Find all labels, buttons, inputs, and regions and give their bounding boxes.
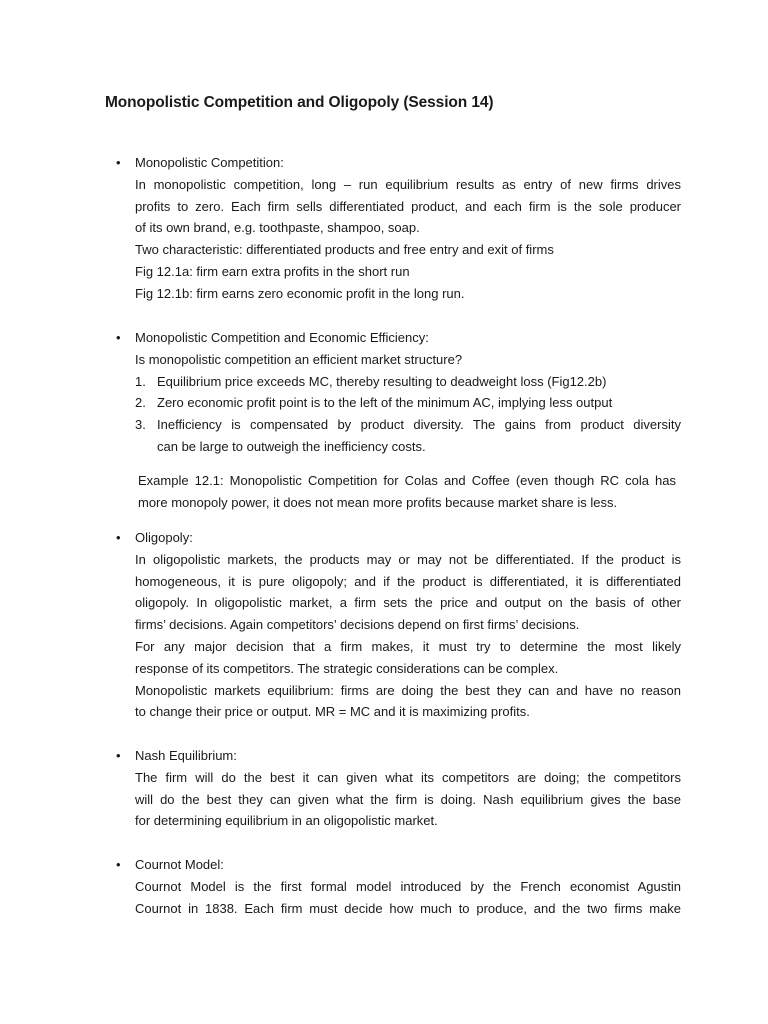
section-heading: Cournot Model: [135, 857, 224, 872]
paragraph-line: Monopolistic markets equilibrium: firms are doing the best they can and have no reason [135, 682, 681, 698]
item-number: 3. [135, 417, 146, 433]
item-text: can be large to outweigh the inefficiency costs. [157, 438, 426, 454]
bullet-icon: • [116, 330, 121, 345]
paragraph-line: Fig 12.1b: firm earns zero economic profit in the long run. [135, 285, 465, 301]
bullet-icon: • [116, 748, 121, 763]
paragraph-line: will do the best they can given what the firm is doing. Nash equilibrium gives the base [135, 791, 681, 807]
section-heading: Oligopoly: [135, 530, 193, 545]
section-heading: Monopolistic Competition and Economic Efficiency: [135, 330, 429, 345]
section-content [135, 527, 681, 723]
paragraph-line: Is monopolistic competition an efficient market structure? [135, 351, 463, 367]
paragraph-line: profits to zero. Each firm sells differentiated product, and each firm is the sole producer [135, 198, 681, 214]
paragraph-line: Cournot in 1838. Each firm must decide how much to produce, and the two firms make [135, 900, 681, 916]
paragraph-line: for determining equilibrium in an oligopolistic market. [135, 813, 438, 829]
section-monopolistic-competition [116, 152, 681, 305]
section-content [135, 854, 681, 919]
section-content [135, 152, 681, 305]
item-text: Zero economic profit point is to the left of the minimum AC, implying less output [157, 395, 613, 411]
paragraph-line: Cournot Model is the first formal model introduced by the French economist Agustin [135, 878, 681, 894]
section-nash-equilibrium [116, 745, 681, 832]
item-number: 1. [135, 373, 146, 389]
paragraph-line: more monopoly power, it does not mean more profits because market share is less. [138, 494, 618, 510]
bullet-icon: • [116, 155, 121, 170]
numbered-item [135, 414, 681, 458]
paragraph-line: firms’ decisions. Again competitors’ decisions depend on first firms’ decisions. [135, 617, 580, 633]
paragraph-line: Two characteristic: differentiated products and free entry and exit of firms [135, 242, 554, 258]
bullet-icon: • [116, 530, 121, 545]
paragraph-line: Fig 12.1a: firm earn extra profits in the short run [135, 263, 410, 279]
section-economic-efficiency [116, 327, 681, 458]
item-text: Equilibrium price exceeds MC, thereby resulting to deadweight loss (Fig12.2b) [157, 373, 607, 389]
paragraph-line: In monopolistic competition, long – run equilibrium results as entry of new firms drives [135, 176, 681, 192]
section-cournot-model [116, 854, 681, 919]
page-title: Monopolistic Competition and Oligopoly (Session 14) [105, 94, 494, 111]
section-heading: Nash Equilibrium: [135, 748, 237, 763]
paragraph-line: In oligopolistic markets, the products may or may not be differentiated. If the product is [135, 551, 681, 567]
paragraph-line: of its own brand, e.g. toothpaste, shampoo, soap. [135, 220, 420, 236]
example-paragraph [138, 470, 676, 514]
paragraph-line: response of its competitors. The strategic considerations can be complex. [135, 660, 559, 676]
section-oligopoly [116, 527, 681, 723]
paragraph-line: to change their price or output. MR = MC and it is maximizing profits. [135, 704, 530, 720]
paragraph-line: homogeneous, it is pure oligopoly; and if the product is differentiated, it is differentiated [135, 573, 681, 589]
section-heading: Monopolistic Competition: [135, 155, 284, 170]
item-text: Inefficiency is compensated by product diversity. The gains from product diversity [157, 417, 681, 433]
numbered-item [135, 371, 681, 393]
paragraph-line: Example 12.1: Monopolistic Competition for Colas and Coffee (even though RC cola has [138, 473, 676, 488]
bullet-icon: • [116, 857, 121, 872]
paragraph-line: The firm will do the best it can given what its competitors are doing; the competitors [135, 769, 681, 785]
section-content [135, 745, 681, 832]
paragraph-line: For any major decision that a firm makes, it must try to determine the most likely [135, 638, 681, 654]
paragraph-line: oligopoly. In oligopolistic market, a firm sets the price and output on the basis of other [135, 595, 681, 611]
section-content [135, 327, 681, 458]
numbered-item [135, 392, 681, 414]
item-number: 2. [135, 395, 146, 411]
